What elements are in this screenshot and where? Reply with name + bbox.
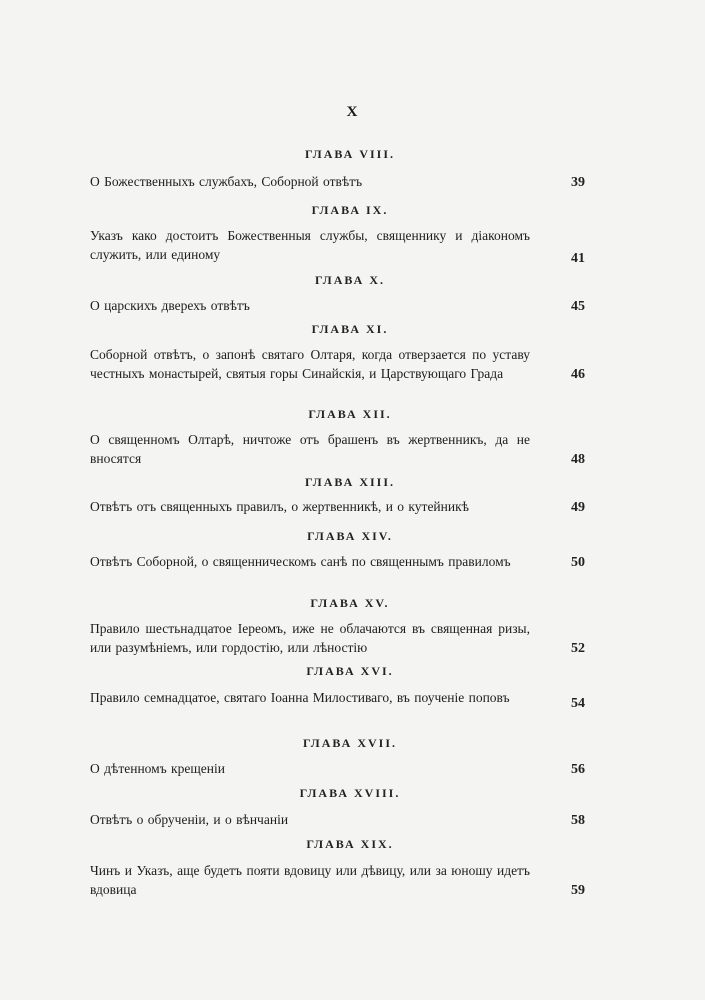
toc-entry [90, 552, 595, 571]
entry-text: Правило семнадцатое, святаго Іоанна Милостиваго, въ поученіе поповъ [90, 690, 510, 705]
toc-entry [90, 861, 595, 899]
entry-page-number: 45 [571, 299, 585, 314]
entry-text: Чинъ и Указъ, аще будетъ пояти вдовицу или дѣвицу, или за юношу идетъ вдовица [90, 863, 530, 897]
entry-text: О Божественныхъ службахъ, Соборной отвѣтъ [90, 174, 363, 189]
entry-text: Правило шестьнадцатое Іереомъ, иже не облачаются въ священная ризы, или разумѣніемъ, или гордостію, или лѣностію [90, 621, 530, 655]
chapter-heading: ГЛАВА XIII. [304, 475, 396, 489]
toc-entry [90, 497, 595, 516]
toc-entry [90, 688, 595, 711]
toc-entry [90, 619, 595, 657]
chapter-heading: ГЛАВА XIV. [307, 529, 393, 543]
entry-page-number: 52 [571, 641, 585, 656]
chapter-heading: ГЛАВА XIX. [306, 837, 394, 851]
entry-text: О священномъ Олтарѣ, ничтоже отъ брашенъ въ жертвенникъ, да не вносятся [90, 432, 530, 466]
entry-page-number: 50 [571, 555, 585, 570]
page-number: X [346, 104, 359, 120]
entry-text: Соборной отвѣтъ, о запонѣ святаго Олтаря, когда отверзается по уставу честныхъ монастырей, святыя горы Синайскія, и Царствующаго Града [90, 347, 530, 381]
toc-entry [90, 226, 595, 264]
entry-text: О дѣтенномъ крещеніи [90, 761, 225, 776]
entry-page-number: 59 [571, 883, 585, 898]
chapter-heading: ГЛАВА X. [314, 273, 385, 287]
entry-text: О царскихъ дверехъ отвѣтъ [90, 298, 250, 313]
entry-text: Отвѣтъ отъ священныхъ правилъ, о жертвенникѣ, и о кутейникѣ [90, 499, 469, 514]
toc-entry [90, 296, 595, 315]
chapter-heading: ГЛАВА VIII. [304, 147, 396, 161]
toc-entry [90, 430, 595, 468]
chapter-heading: ГЛАВА XVIII. [299, 786, 401, 800]
toc-entry [90, 810, 595, 829]
entry-page-number: 56 [571, 762, 585, 777]
entry-text: Указъ како достоитъ Божественныя службы, священнику и діакономъ служить, или единому [90, 228, 530, 262]
entry-page-number: 48 [571, 452, 585, 467]
entry-page-number: 41 [571, 251, 585, 266]
entry-page-number: 54 [571, 696, 585, 711]
toc-entry [90, 759, 595, 778]
chapter-heading: ГЛАВА IX. [311, 203, 389, 217]
entry-page-number: 46 [571, 367, 585, 382]
chapter-heading: ГЛАВА XV. [310, 596, 390, 610]
entry-text: Отвѣтъ Соборной, о священническомъ санѣ по священнымъ правиломъ [90, 554, 511, 569]
entry-text: Отвѣтъ о обрученіи, и о вѣнчаніи [90, 812, 289, 827]
chapter-heading: ГЛАВА XVI. [306, 664, 394, 678]
entry-page-number: 49 [571, 500, 585, 515]
entry-page-number: 39 [571, 175, 585, 190]
toc-entry [90, 172, 595, 191]
chapter-heading: ГЛАВА XI. [311, 322, 389, 336]
entry-page-number: 58 [571, 813, 585, 828]
toc-entry [90, 345, 595, 383]
chapter-heading: ГЛАВА XII. [308, 407, 392, 421]
chapter-heading: ГЛАВА XVII. [302, 736, 398, 750]
